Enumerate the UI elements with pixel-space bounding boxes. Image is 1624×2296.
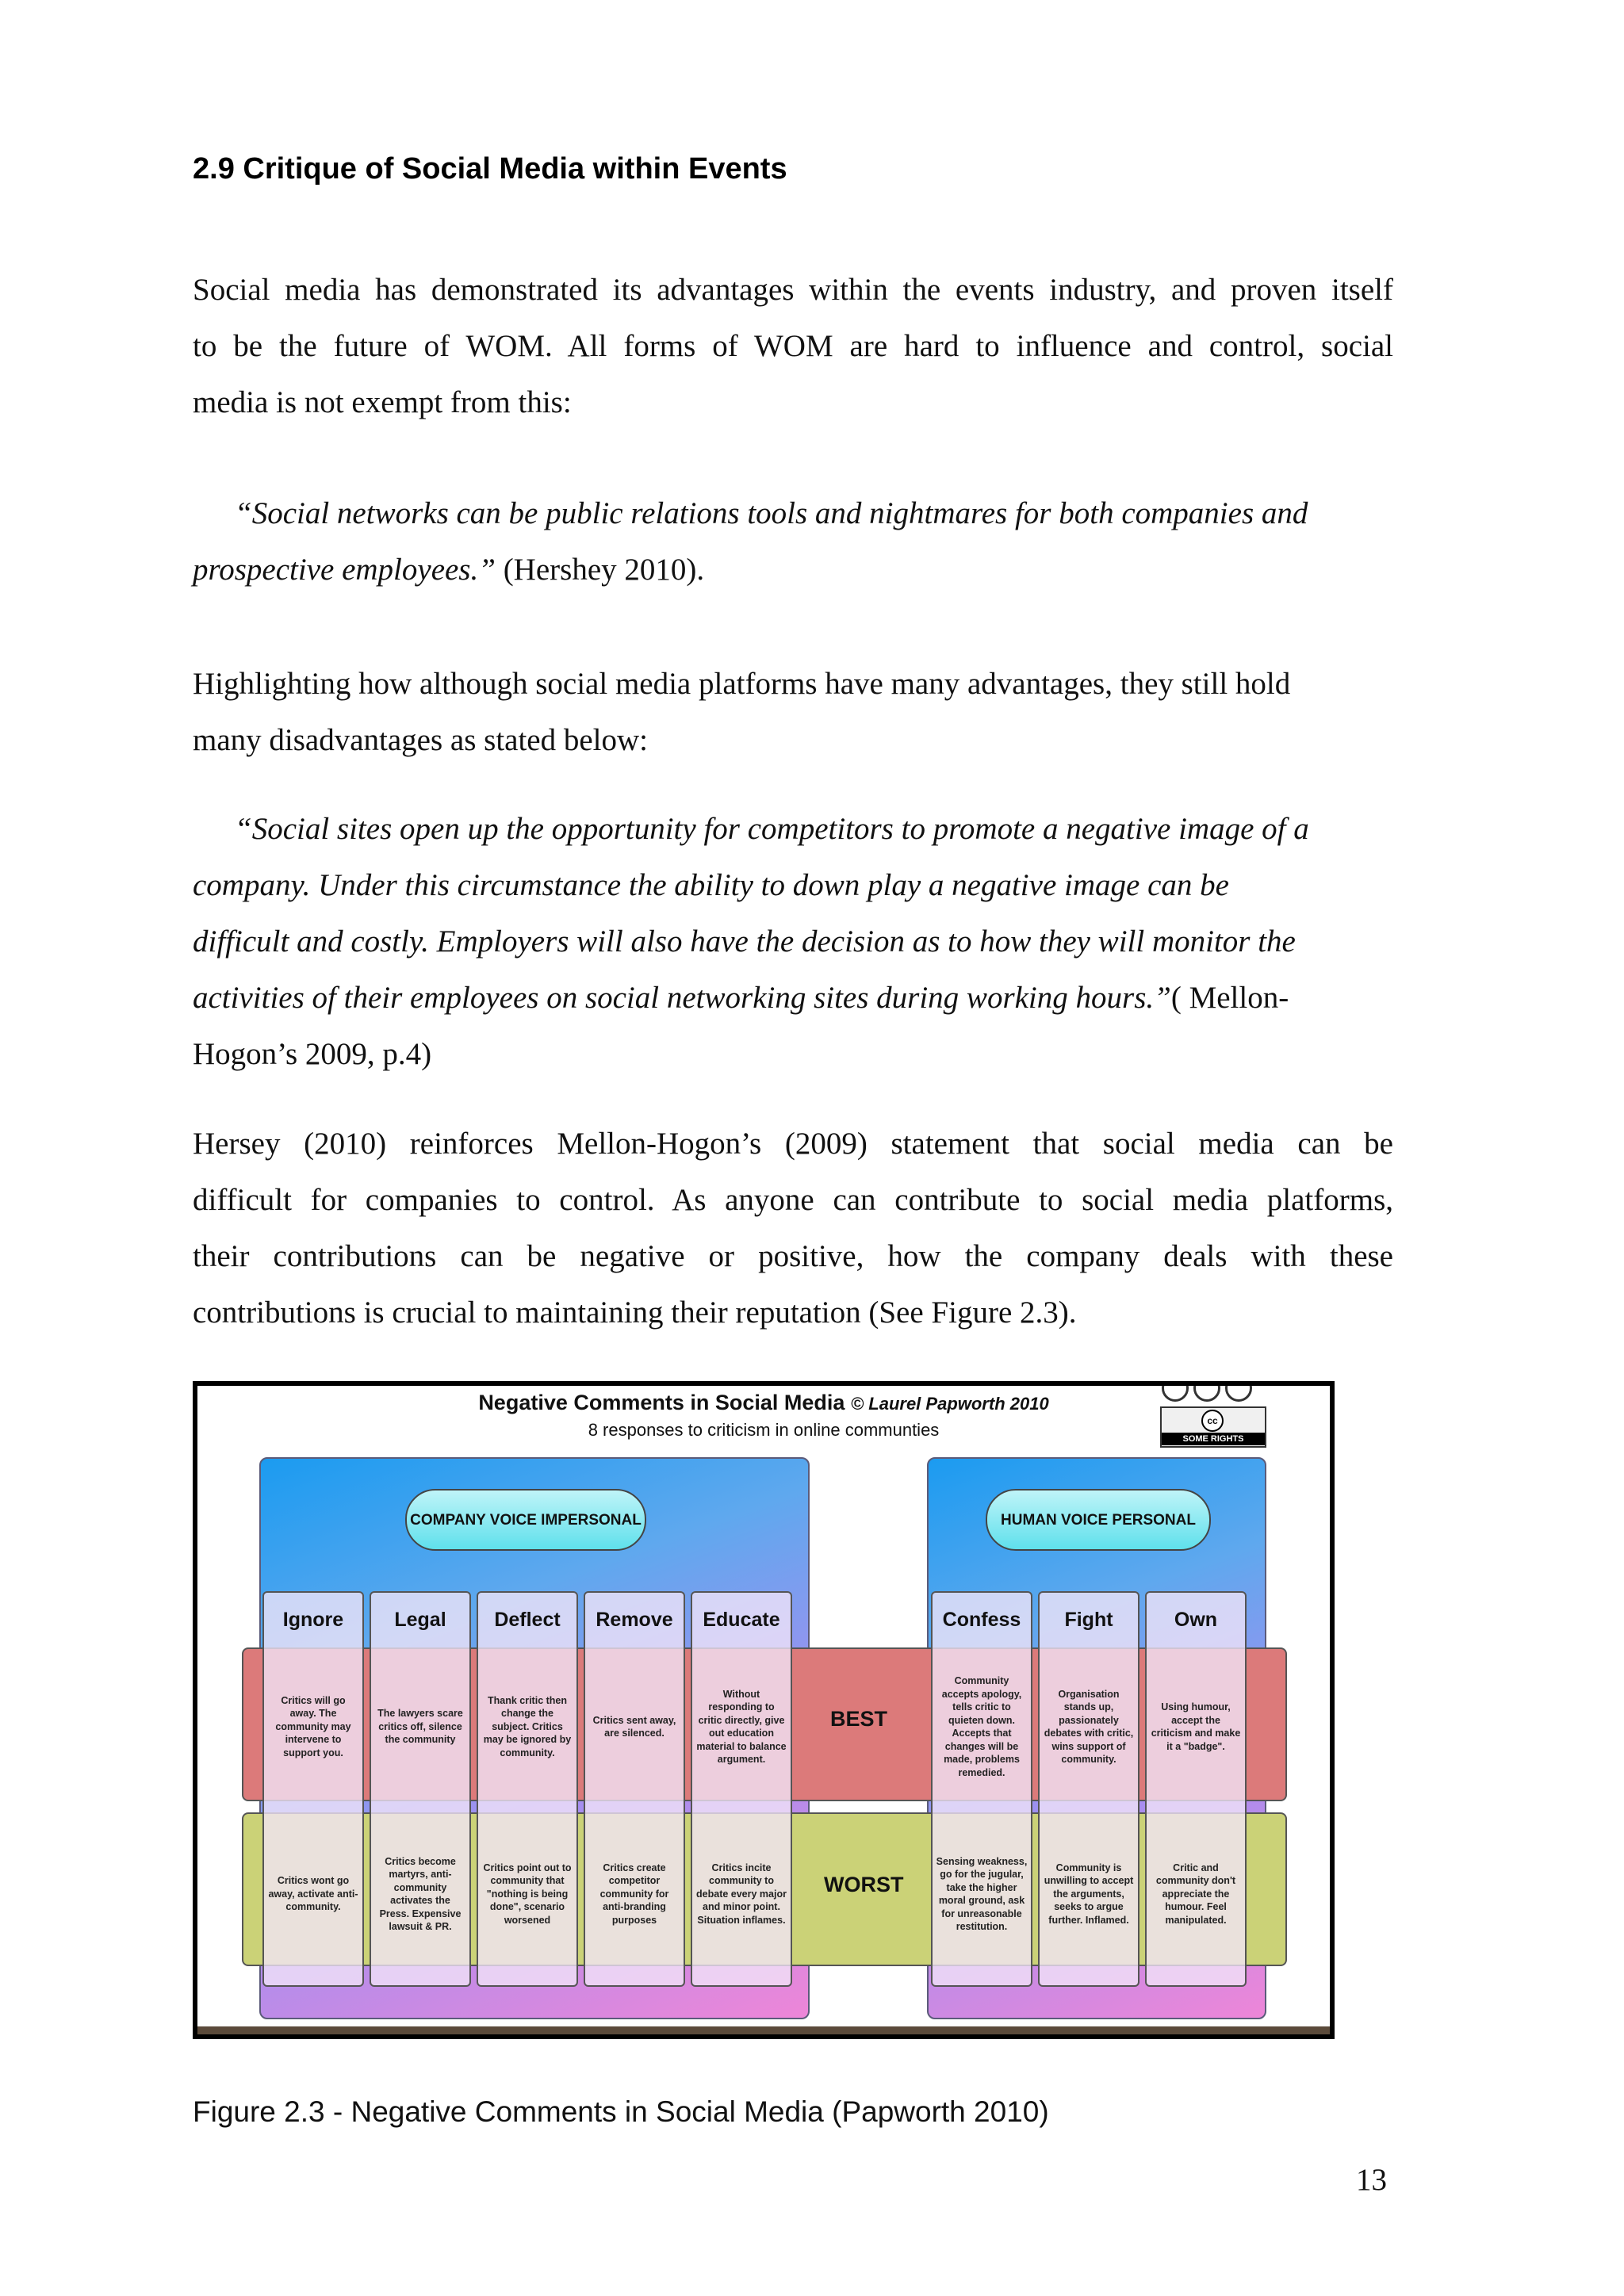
- worst-outcome: Community is unwilling to accept the arguments, seeks to argue further. Inflamed.: [1044, 1862, 1134, 1926]
- citation: ( Mellon-: [1170, 981, 1289, 1015]
- column-heading: Deflect: [494, 1609, 561, 1631]
- quote-line: [193, 541, 1393, 598]
- paragraph-2: [193, 656, 1393, 768]
- quote-line: “Social sites open up the opportunity for competitors to promote a negative image of a: [235, 812, 1309, 846]
- company-voice-label: COMPANY VOICE IMPERSONAL: [405, 1489, 646, 1551]
- quote-line: “Social networks can be public relations tools and nightmares for both companies and: [235, 496, 1308, 530]
- text-line: contributions is crucial to maintaining their reputation (See Figure 2.3).: [193, 1295, 1077, 1330]
- text-line: Hersey (2010) reinforces Mellon-Hogon’s (2009) statement that social media can be: [193, 1127, 1393, 1161]
- best-outcome: Critics sent away, are silenced.: [592, 1714, 676, 1739]
- text-line: difficult for companies to control. As anyone can contribute to social media platforms,: [193, 1183, 1393, 1217]
- human-voice-label: HUMAN VOICE PERSONAL: [986, 1489, 1211, 1551]
- worst-outcome: Critic and community don't appreciate the humour. Feel manipulated.: [1155, 1862, 1236, 1926]
- text-line: their contributions can be negative or positive, how the company deals with these: [193, 1239, 1393, 1273]
- worst-outcome: Sensing weakness, go for the jugular, take the higher moral ground, ask for unreasonable restitution.: [936, 1855, 1028, 1932]
- cc-icon: cc: [1201, 1410, 1224, 1432]
- text-line: many disadvantages as stated below:: [193, 723, 649, 757]
- column-heading: Ignore: [282, 1609, 344, 1631]
- quote-text: prospective employees.”: [193, 553, 496, 587]
- paragraph-1: [193, 262, 1393, 430]
- section-heading: 2.9 Critique of Social Media within Events: [193, 152, 787, 186]
- worst-outcome: Critics create competitor community for anti-branding purposes: [599, 1862, 669, 1926]
- worst-outcome: Critics wont go away, activate anti-community.: [268, 1875, 358, 1913]
- figure-negative-comments: [193, 1381, 1335, 2039]
- best-outcome: Thank critic then change the subject. Critics may be ignored by community.: [483, 1694, 572, 1758]
- best-outcome: The lawyers scare critics off, silence the community: [377, 1708, 463, 1746]
- figure-subtitle: 8 responses to criticism in online communties: [588, 1420, 940, 1440]
- column-heading: Confess: [942, 1609, 1021, 1631]
- quote-line: [193, 970, 1393, 1026]
- citation: (Hershey 2010).: [495, 553, 705, 587]
- worst-outcome: Critics become martyrs, anti-community activates the Press. Expensive lawsuit & PR.: [379, 1855, 462, 1932]
- quote-2: [193, 801, 1393, 1082]
- page-number: 13: [1356, 2163, 1387, 2197]
- figure-title: Negative Comments in Social Media © Laurel Papworth 2010: [478, 1391, 1049, 1414]
- worst-outcome: Critics incite community to debate every major and minor point. Situation inflames.: [696, 1862, 787, 1926]
- text-line: media is not exempt from this:: [193, 385, 572, 419]
- text-line: Highlighting how although social media platforms have many advantages, they still hold: [193, 667, 1291, 701]
- best-outcome: Using humour, accept the criticism and make it a "badge".: [1151, 1701, 1241, 1752]
- quote-line: Hogon’s 2009, p.4): [193, 1037, 432, 1071]
- column-heading: Fight: [1064, 1609, 1113, 1631]
- creative-commons-badge: [1160, 1406, 1266, 1456]
- best-label: BEST: [830, 1707, 888, 1731]
- paragraph-3: [193, 1115, 1393, 1341]
- best-outcome: Without responding to critic directly, give out education material to balance argument.: [696, 1688, 787, 1765]
- text-line: Social media has demonstrated its advantages within the events industry, and proven itself: [193, 273, 1393, 307]
- quote-line: difficult and costly. Employers will also have the decision as to how they will monitor the: [193, 924, 1296, 959]
- column-heading: Legal: [394, 1609, 446, 1631]
- cc-text: SOME RIGHTS RESERVED: [1162, 1433, 1265, 1445]
- text-line: to be the future of WOM. All forms of WOM are hard to influence and control, social: [193, 329, 1393, 363]
- column-heading: Own: [1174, 1609, 1218, 1631]
- quote-1: [193, 485, 1393, 598]
- quote-line: company. Under this circumstance the ability to down play a negative image can be: [193, 868, 1229, 902]
- best-outcome: Community accepts apology, tells critic to quieten down. Accepts that changes will be made, problems remedied.: [941, 1675, 1022, 1778]
- column-heading: Remove: [596, 1609, 673, 1631]
- column-heading: Educate: [703, 1609, 780, 1631]
- figure-bottom-edge: [197, 2026, 1330, 2034]
- best-outcome: Critics will go away. The community may intervene to support you.: [275, 1694, 351, 1758]
- worst-outcome: Critics point out to community that "nothing is being done", scenario worsened: [483, 1862, 572, 1926]
- quote-text: activities of their employees on social networking sites during working hours.”: [193, 981, 1171, 1015]
- worst-label: WORST: [824, 1873, 904, 1896]
- best-outcome: Organisation stands up, passionately debates with critic, wins support of community.: [1044, 1688, 1134, 1765]
- figure-caption: Figure 2.3 - Negative Comments in Social Media (Papworth 2010): [193, 2095, 1049, 2128]
- figure-credit: © Laurel Papworth 2010: [850, 1394, 1049, 1414]
